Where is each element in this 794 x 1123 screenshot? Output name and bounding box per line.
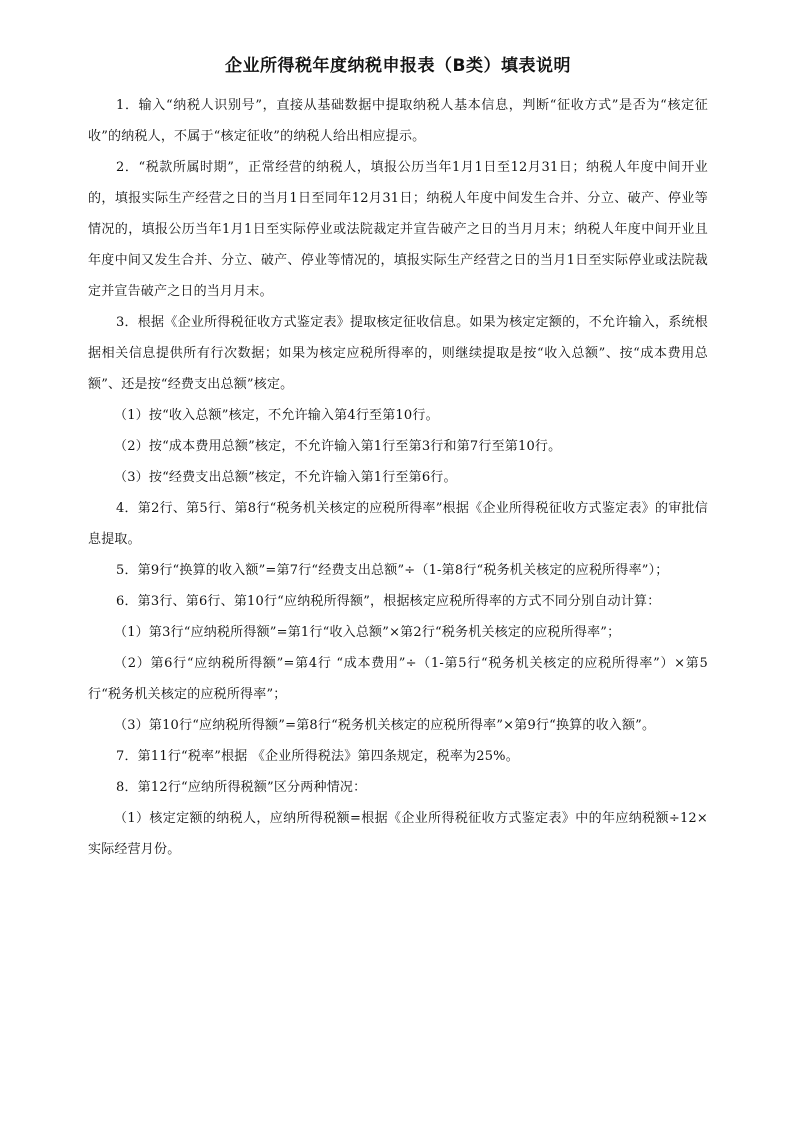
paragraph-4: 4．第2行、第5行、第8行“税务机关核定的应税所得率”根据《企业所得税征收方式鉴定表》的审批信息提取。 (88, 501, 708, 547)
paragraph-7: 7．第11行“税率”根据 《企业所得税法》第四条规定，税率为25%。 (116, 749, 519, 764)
paragraph-3-item-2: （2）按“成本费用总额”核定，不允许输入第1行至第3行和第7行至第10行。 (114, 439, 562, 454)
paragraph-3-item-1: （1）按“收入总额”核定，不允许输入第4行至第10行。 (114, 408, 439, 423)
document-page (88, 54, 708, 865)
paragraph-3-item-3: （3）按“经费支出总额”核定，不允许输入第1行至第6行。 (114, 470, 457, 485)
paragraph-3: 3．根据《企业所得税征收方式鉴定表》提取核定征收信息。如果为核定定额的，不允许输入，系统根据相关信息提供所有行次数据；如果为核定应税所得率的，则继续提取是按“收入总额”、按“成本费用总额”、还是按“经费支出总额”核定。 (88, 315, 708, 392)
paragraph-6-item-1: （1）第3行“应纳税所得额”=第1行“收入总额”×第2行“税务机关核定的应税所得率”； (114, 625, 621, 640)
paragraph-6: 6．第3行、第6行、第10行“应纳税所得额”，根据核定应税所得率的方式不同分别自动计算： (116, 594, 661, 609)
paragraph-6-item-3: （3）第10行“应纳税所得额”=第8行“税务机关核定的应税所得率”×第9行“换算的收入额”。 (114, 718, 656, 733)
document-title: 企业所得税年度纳税申报表（B类）填表说明 (225, 56, 571, 76)
paragraph-5: 5．第9行“换算的收入额”=第7行“经费支出总额”÷（1-第8行“税务机关核定的应税所得率”）； (116, 563, 669, 578)
paragraph-6-item-2: （2）第6行“应纳税所得额”=第4行 “成本费用”÷（1-第5行“税务机关核定的应税所得率”）×第5行“税务机关核定的应税所得率”； (88, 656, 708, 702)
paragraph-8: 8．第12行“应纳所得税额”区分两种情况： (116, 780, 367, 795)
paragraph-8-item-1: （1）核定定额的纳税人，应纳所得税额=根据《企业所得税征收方式鉴定表》中的年应纳税额÷12×实际经营月份。 (88, 811, 708, 857)
paragraph-2: 2．“税款所属时期”，正常经营的纳税人，填报公历当年1月1日至12月31日；纳税人年度中间开业的，填报实际生产经营之日的当月1日至同年12月31日；纳税人年度中间发生合并、分立、破产、停业等情况的，填报公历当年1月1日至实际停业或法院裁定并宣告破产之日的当月月末；纳税人年度中间开业且年度中间又发生合并、分立、破产、停业等情况的，填报实际生产经营之日的当月1日至实际停业或法院裁定并宣告破产之日的当月月末。 (88, 160, 708, 299)
paragraph-1: 1．输入“纳税人识别号”，直接从基础数据中提取纳税人基本信息，判断“征收方式”是否为“核定征收”的纳税人，不属于“核定征收”的纳税人给出相应提示。 (88, 98, 708, 144)
